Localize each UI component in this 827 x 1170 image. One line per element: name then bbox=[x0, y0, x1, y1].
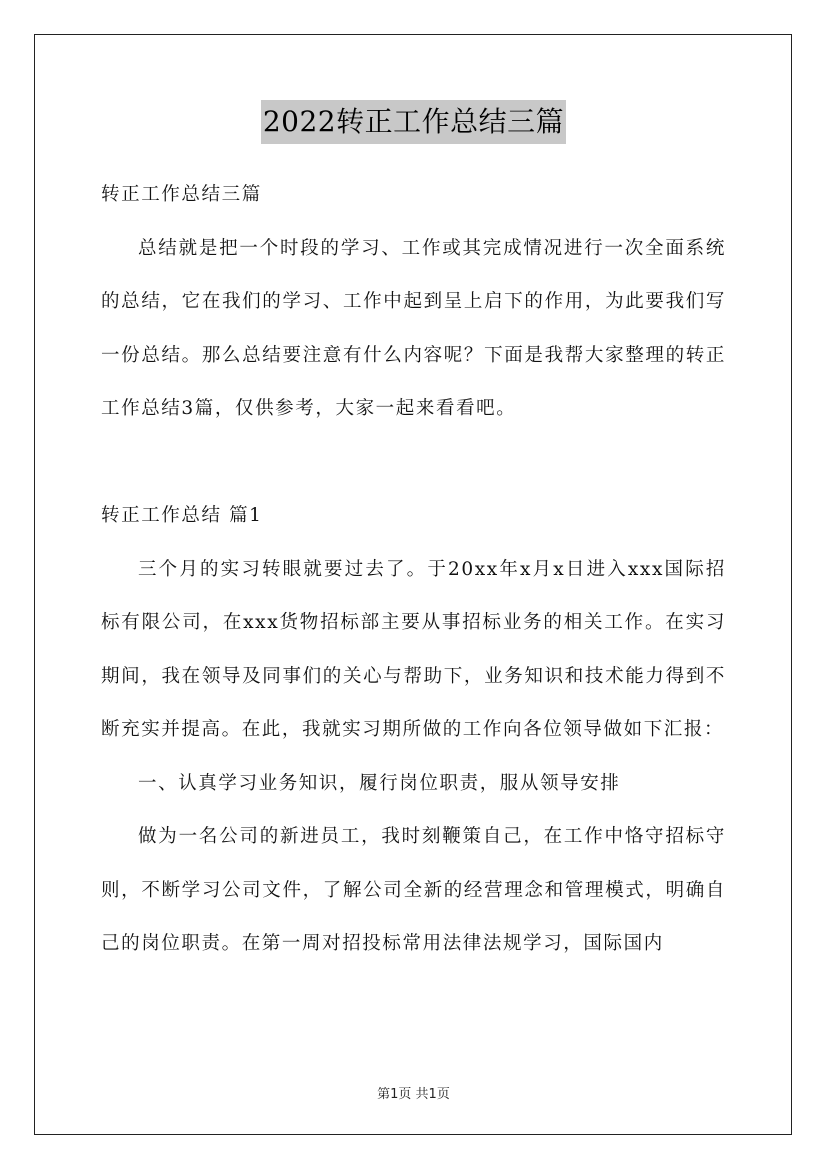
document-title: 2022转正工作总结三篇 bbox=[261, 100, 566, 144]
blank-line bbox=[101, 436, 726, 490]
document-body bbox=[101, 168, 726, 971]
page-footer: 第1页 共1页 bbox=[377, 1087, 450, 1102]
title-container bbox=[0, 100, 827, 144]
subheading: 一、认真学习业务知识，履行岗位职责，服从领导安排 bbox=[138, 772, 621, 794]
section-heading: 转正工作总结三篇 bbox=[101, 184, 262, 205]
body-paragraph: 三个月的实习转眼就要过去了。于20xx年x月x日进入xxx国际招标有限公司，在xxx货物招标部主要从事招标业务的相关工作。在实习期间，我在领导及同事们的关心与帮助下，业务知识和技术能力得到不断充实并提高。在此，我就实习期所做的工作向各位领导做如下汇报： bbox=[101, 558, 726, 740]
section-heading: 转正工作总结 篇1 bbox=[101, 505, 263, 526]
intro-paragraph: 总结就是把一个时段的学习、工作或其完成情况进行一次全面系统的总结，它在我们的学习、工作中起到呈上启下的作用，为此要我们写一份总结。那么总结要注意有什么内容呢？下面是我帮大家整理的转正工作总结3篇，仅供参考，大家一起来看看吧。 bbox=[101, 237, 726, 419]
body-paragraph: 做为一名公司的新进员工，我时刻鞭策自己，在工作中恪守招标守则，不断学习公司文件，了解公司全新的经营理念和管理模式，明确自己的岗位职责。在第一周对招投标常用法律法规学习，国际国内 bbox=[101, 826, 726, 954]
